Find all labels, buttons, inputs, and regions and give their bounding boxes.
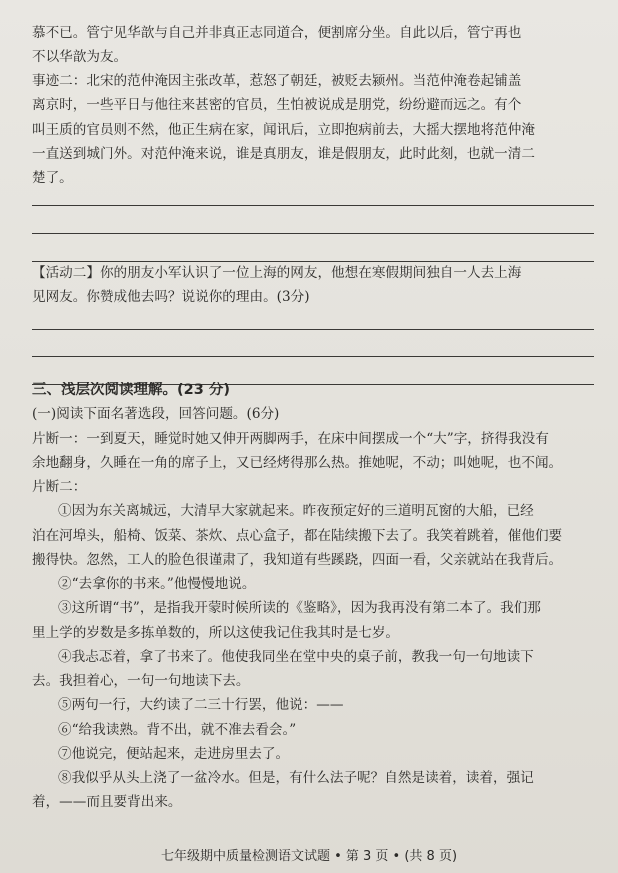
excerpt-line: 泊在河埠头，船椅、饭菜、茶炊、点心盒子，都在陆续搬下去了。我笑着跳着，催他们要 bbox=[32, 528, 563, 544]
excerpt-line: ③这所谓“书”，是指我开蒙时候所读的《鉴略》，因为我再没有第二本了。我们那 bbox=[58, 600, 541, 616]
excerpt-line: 余地翻身，久睡在一角的席子上，又已经烤得那么热。推她呢，不动；叫她呢，也不闻。 bbox=[32, 455, 563, 471]
question-heading: (一)阅读下面名著选段，回答问题。(6分) bbox=[32, 406, 280, 422]
answer-line bbox=[32, 205, 594, 206]
passage-line: 楚了。 bbox=[32, 170, 73, 186]
passage-line: 事迹二：北宋的范仲淹因主张改革，惹怒了朝廷，被贬去颍州。当范仲淹卷起铺盖 bbox=[32, 73, 522, 89]
activity-question: 见网友。你赞成他去吗？说说你的理由。(3分) bbox=[32, 289, 310, 305]
excerpt-line: ④我忐忑着，拿了书来了。他使我同坐在堂中央的桌子前，教我一句一句地读下 bbox=[58, 649, 534, 665]
excerpt-line: ②“去拿你的书来。”他慢慢地说。 bbox=[58, 576, 256, 592]
excerpt-line: ⑦他说完，便站起来，走进房里去了。 bbox=[58, 746, 290, 762]
passage-line: 慕不已。管宁见华歆与自己并非真正志同道合，便割席分坐。自此以后，管宁再也 bbox=[32, 25, 522, 41]
passage-line: 不以华歆为友。 bbox=[32, 49, 128, 65]
passage-line: 叫王质的官员则不然，他正生病在家，闻讯后，立即抱病前去，大摇大摆地将范仲淹 bbox=[32, 122, 535, 138]
excerpt-line: 着，——而且要背出来。 bbox=[32, 794, 182, 810]
excerpt-line: 片断一：一到夏天，睡觉时她又伸开两脚两手，在床中间摆成一个“大”字，挤得我没有 bbox=[32, 431, 549, 447]
section-heading: 三、浅层次阅读理解。(23 分) bbox=[32, 382, 230, 398]
answer-line bbox=[32, 356, 594, 357]
excerpt-label: 片断二： bbox=[32, 479, 87, 495]
answer-line bbox=[32, 233, 594, 234]
excerpt-line: 搬得快。忽然，工人的脸色很谨肃了，我知道有些蹊跷，四面一看，父亲就站在我背后。 bbox=[32, 552, 563, 568]
excerpt-line: 里上学的岁数是多拣单数的，所以这使我记住我其时是七岁。 bbox=[32, 625, 400, 641]
page-footer: 七年级期中质量检测语文试题 • 第 3 页 • (共 8 页) bbox=[160, 849, 458, 864]
activity-question: 【活动二】你的朋友小军认识了一位上海的网友，他想在寒假期间独自一人去上海 bbox=[32, 265, 522, 281]
excerpt-line: ⑤两句一行，大约读了二三十行罢，他说：—— bbox=[58, 697, 344, 713]
answer-line bbox=[32, 329, 594, 330]
excerpt-line: 去。我担着心，一句一句地读下去。 bbox=[32, 673, 250, 689]
passage-line: 一直送到城门外。对范仲淹来说，谁是真朋友，谁是假朋友，此时此刻，也就一清二 bbox=[32, 146, 535, 162]
passage-line: 离京时，一些平日与他往来甚密的官员，生怕被说成是朋党，纷纷避而远之。有个 bbox=[32, 97, 522, 113]
excerpt-line: ①因为东关离城远，大清早大家就起来。昨夜预定好的三道明瓦窗的大船，已经 bbox=[58, 503, 534, 519]
excerpt-line: ⑧我似乎从头上浇了一盆冷水。但是，有什么法子呢？自然是读着，读着，强记 bbox=[58, 770, 534, 786]
excerpt-line: ⑥“给我读熟。背不出，就不准去看会。” bbox=[58, 722, 297, 738]
answer-line bbox=[32, 261, 594, 262]
